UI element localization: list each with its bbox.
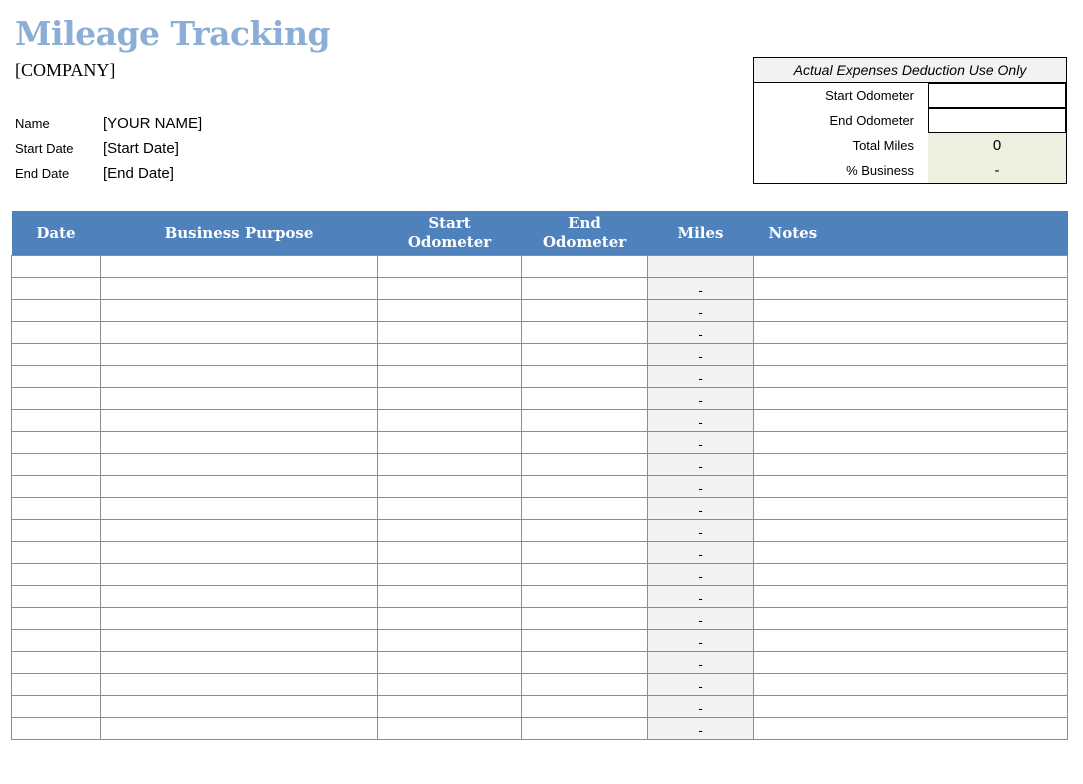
date-cell[interactable]	[12, 476, 101, 498]
business-purpose-cell[interactable]	[101, 498, 378, 520]
date-cell[interactable]	[12, 542, 101, 564]
business-purpose-cell[interactable]	[101, 564, 378, 586]
exp-row-start-odometer	[754, 83, 1066, 108]
table-row	[12, 542, 1068, 564]
actual-expenses-title: Actual Expenses Deduction Use Only	[754, 58, 1066, 83]
end-odometer-cell[interactable]	[522, 564, 648, 586]
business-purpose-cell[interactable]	[101, 410, 378, 432]
column-header-notes: Notes	[754, 211, 1068, 256]
table-row	[12, 652, 1068, 674]
start-odometer-input[interactable]	[928, 83, 1066, 108]
miles-cell: -	[648, 498, 754, 520]
start-odometer-cell[interactable]	[378, 366, 522, 388]
business-percent-label: % Business	[846, 163, 914, 178]
table-row	[12, 278, 1068, 300]
notes-cell[interactable]	[754, 542, 1068, 564]
table-row	[12, 718, 1068, 740]
notes-cell[interactable]	[754, 520, 1068, 542]
table-row	[12, 520, 1068, 542]
date-cell[interactable]	[12, 410, 101, 432]
total-miles-value: 0	[928, 133, 1066, 158]
end-odometer-cell[interactable]	[522, 630, 648, 652]
date-cell[interactable]	[12, 718, 101, 740]
business-purpose-cell[interactable]	[101, 278, 378, 300]
miles-cell: -	[648, 432, 754, 454]
start-odometer-cell[interactable]	[378, 542, 522, 564]
notes-cell[interactable]	[754, 586, 1068, 608]
business-purpose-cell[interactable]	[101, 696, 378, 718]
start-odometer-cell[interactable]	[378, 432, 522, 454]
date-cell[interactable]	[12, 564, 101, 586]
notes-cell[interactable]	[754, 300, 1068, 322]
name-field[interactable]: [YOUR NAME]	[103, 115, 203, 132]
notes-cell[interactable]	[754, 322, 1068, 344]
table-row	[12, 696, 1068, 718]
table-row	[12, 388, 1068, 410]
start-odometer-cell[interactable]	[378, 630, 522, 652]
miles-cell: -	[648, 388, 754, 410]
end-odometer-cell[interactable]	[522, 454, 648, 476]
notes-cell[interactable]	[754, 410, 1068, 432]
end-odometer-cell[interactable]	[522, 674, 648, 696]
end-odometer-cell[interactable]	[522, 696, 648, 718]
notes-cell[interactable]	[754, 696, 1068, 718]
start-odometer-cell[interactable]	[378, 278, 522, 300]
table-row	[12, 410, 1068, 432]
miles-cell: -	[648, 630, 754, 652]
notes-cell[interactable]	[754, 344, 1068, 366]
start-odometer-cell[interactable]	[378, 388, 522, 410]
business-purpose-cell[interactable]	[101, 476, 378, 498]
column-header-start-odometer: Start Odometer	[378, 211, 522, 256]
date-cell[interactable]	[12, 256, 101, 278]
miles-cell: -	[648, 278, 754, 300]
end-odometer-cell[interactable]	[522, 410, 648, 432]
business-purpose-cell[interactable]	[101, 586, 378, 608]
notes-cell[interactable]	[754, 366, 1068, 388]
start-odometer-cell[interactable]	[378, 410, 522, 432]
business-purpose-cell[interactable]	[101, 652, 378, 674]
business-purpose-cell[interactable]	[101, 542, 378, 564]
actual-expenses-box	[753, 57, 1067, 184]
name-label: Name	[15, 116, 50, 131]
date-cell[interactable]	[12, 322, 101, 344]
table-row	[12, 608, 1068, 630]
notes-cell[interactable]	[754, 498, 1068, 520]
notes-cell[interactable]	[754, 278, 1068, 300]
date-cell[interactable]	[12, 652, 101, 674]
start-odometer-cell[interactable]	[378, 476, 522, 498]
miles-cell: -	[648, 520, 754, 542]
start-odometer-cell[interactable]	[378, 674, 522, 696]
info-row-name	[15, 111, 202, 136]
info-block	[15, 111, 202, 186]
end-odometer-cell[interactable]	[522, 476, 648, 498]
date-cell[interactable]	[12, 498, 101, 520]
mileage-log-body	[12, 256, 1068, 740]
end-odometer-cell[interactable]	[522, 718, 648, 740]
end-odometer-cell[interactable]	[522, 278, 648, 300]
miles-cell: -	[648, 366, 754, 388]
table-row	[12, 300, 1068, 322]
end-odometer-cell[interactable]	[522, 344, 648, 366]
table-row	[12, 366, 1068, 388]
end-odometer-cell[interactable]	[522, 498, 648, 520]
date-cell[interactable]	[12, 454, 101, 476]
start-odometer-cell[interactable]	[378, 718, 522, 740]
start-odometer-cell[interactable]	[378, 300, 522, 322]
start-odometer-cell[interactable]	[378, 520, 522, 542]
end-odometer-cell[interactable]	[522, 542, 648, 564]
exp-row-total-miles	[754, 133, 1066, 158]
notes-cell[interactable]	[754, 256, 1068, 278]
notes-cell[interactable]	[754, 432, 1068, 454]
end-odometer-cell[interactable]	[522, 608, 648, 630]
end-odometer-cell[interactable]	[522, 652, 648, 674]
end-odometer-cell[interactable]	[522, 300, 648, 322]
table-row	[12, 344, 1068, 366]
date-cell[interactable]	[12, 696, 101, 718]
end-date-label: End Date	[15, 166, 70, 181]
start-odometer-cell[interactable]	[378, 454, 522, 476]
date-cell[interactable]	[12, 344, 101, 366]
start-date-field[interactable]: [Start Date]	[103, 140, 179, 157]
notes-cell[interactable]	[754, 564, 1068, 586]
column-header-date: Date	[12, 211, 101, 256]
business-purpose-cell[interactable]	[101, 322, 378, 344]
business-purpose-cell[interactable]	[101, 256, 378, 278]
end-date-field[interactable]: [End Date]	[103, 165, 174, 182]
date-cell[interactable]	[12, 608, 101, 630]
exp-row-business-percent	[754, 158, 1066, 183]
notes-cell[interactable]	[754, 718, 1068, 740]
notes-cell[interactable]	[754, 652, 1068, 674]
table-row	[12, 498, 1068, 520]
mileage-log-table	[11, 211, 1068, 740]
mileage-log-header	[12, 211, 1068, 256]
notes-cell[interactable]	[754, 454, 1068, 476]
miles-cell: -	[648, 674, 754, 696]
date-cell[interactable]	[12, 366, 101, 388]
info-row-end-date	[15, 161, 202, 186]
start-odometer-cell[interactable]	[378, 498, 522, 520]
start-odometer-label: Start Odometer	[825, 88, 914, 103]
date-cell[interactable]	[12, 432, 101, 454]
table-row	[12, 322, 1068, 344]
notes-cell[interactable]	[754, 388, 1068, 410]
notes-cell[interactable]	[754, 476, 1068, 498]
column-header-miles: Miles	[648, 211, 754, 256]
end-odometer-label: End Odometer	[829, 113, 914, 128]
miles-cell: -	[648, 322, 754, 344]
exp-row-end-odometer	[754, 108, 1066, 133]
start-odometer-cell[interactable]	[378, 344, 522, 366]
start-odometer-cell[interactable]	[378, 696, 522, 718]
miles-cell: -	[648, 454, 754, 476]
notes-cell[interactable]	[754, 608, 1068, 630]
miles-cell: -	[648, 718, 754, 740]
table-row	[12, 586, 1068, 608]
business-purpose-cell[interactable]	[101, 520, 378, 542]
table-row	[12, 256, 1068, 278]
miles-cell	[648, 256, 754, 278]
table-row	[12, 432, 1068, 454]
date-cell[interactable]	[12, 630, 101, 652]
table-row	[12, 454, 1068, 476]
info-row-start-date	[15, 136, 202, 161]
end-odometer-cell[interactable]	[522, 322, 648, 344]
total-miles-label: Total Miles	[852, 138, 914, 153]
miles-cell: -	[648, 586, 754, 608]
notes-cell[interactable]	[754, 674, 1068, 696]
miles-cell: -	[648, 652, 754, 674]
start-odometer-cell[interactable]	[378, 586, 522, 608]
end-odometer-input[interactable]	[928, 108, 1066, 133]
miles-cell: -	[648, 564, 754, 586]
business-purpose-cell[interactable]	[101, 344, 378, 366]
start-odometer-cell[interactable]	[378, 608, 522, 630]
date-cell[interactable]	[12, 520, 101, 542]
business-percent-value: -	[928, 158, 1066, 183]
miles-cell: -	[648, 696, 754, 718]
date-cell[interactable]	[12, 586, 101, 608]
end-odometer-cell[interactable]	[522, 520, 648, 542]
start-odometer-cell[interactable]	[378, 256, 522, 278]
table-row	[12, 564, 1068, 586]
start-date-label: Start Date	[15, 141, 74, 156]
start-odometer-cell[interactable]	[378, 652, 522, 674]
date-cell[interactable]	[12, 300, 101, 322]
miles-cell: -	[648, 608, 754, 630]
business-purpose-cell[interactable]	[101, 630, 378, 652]
business-purpose-cell[interactable]	[101, 454, 378, 476]
company-name[interactable]: [COMPANY]	[15, 60, 116, 80]
start-odometer-cell[interactable]	[378, 322, 522, 344]
column-header-end-odometer: End Odometer	[522, 211, 648, 256]
miles-cell: -	[648, 542, 754, 564]
business-purpose-cell[interactable]	[101, 388, 378, 410]
business-purpose-cell[interactable]	[101, 432, 378, 454]
business-purpose-cell[interactable]	[101, 718, 378, 740]
date-cell[interactable]	[12, 278, 101, 300]
table-row	[12, 630, 1068, 652]
table-row	[12, 476, 1068, 498]
page-title: Mileage Tracking	[15, 14, 331, 53]
end-odometer-cell[interactable]	[522, 256, 648, 278]
miles-cell: -	[648, 476, 754, 498]
start-odometer-cell[interactable]	[378, 564, 522, 586]
miles-cell: -	[648, 300, 754, 322]
business-purpose-cell[interactable]	[101, 608, 378, 630]
end-odometer-cell[interactable]	[522, 586, 648, 608]
date-cell[interactable]	[12, 388, 101, 410]
column-header-business-purpose: Business Purpose	[101, 211, 378, 256]
end-odometer-cell[interactable]	[522, 432, 648, 454]
business-purpose-cell[interactable]	[101, 674, 378, 696]
business-purpose-cell[interactable]	[101, 366, 378, 388]
business-purpose-cell[interactable]	[101, 300, 378, 322]
end-odometer-cell[interactable]	[522, 366, 648, 388]
notes-cell[interactable]	[754, 630, 1068, 652]
end-odometer-cell[interactable]	[522, 388, 648, 410]
miles-cell: -	[648, 344, 754, 366]
date-cell[interactable]	[12, 674, 101, 696]
table-row	[12, 674, 1068, 696]
miles-cell: -	[648, 410, 754, 432]
